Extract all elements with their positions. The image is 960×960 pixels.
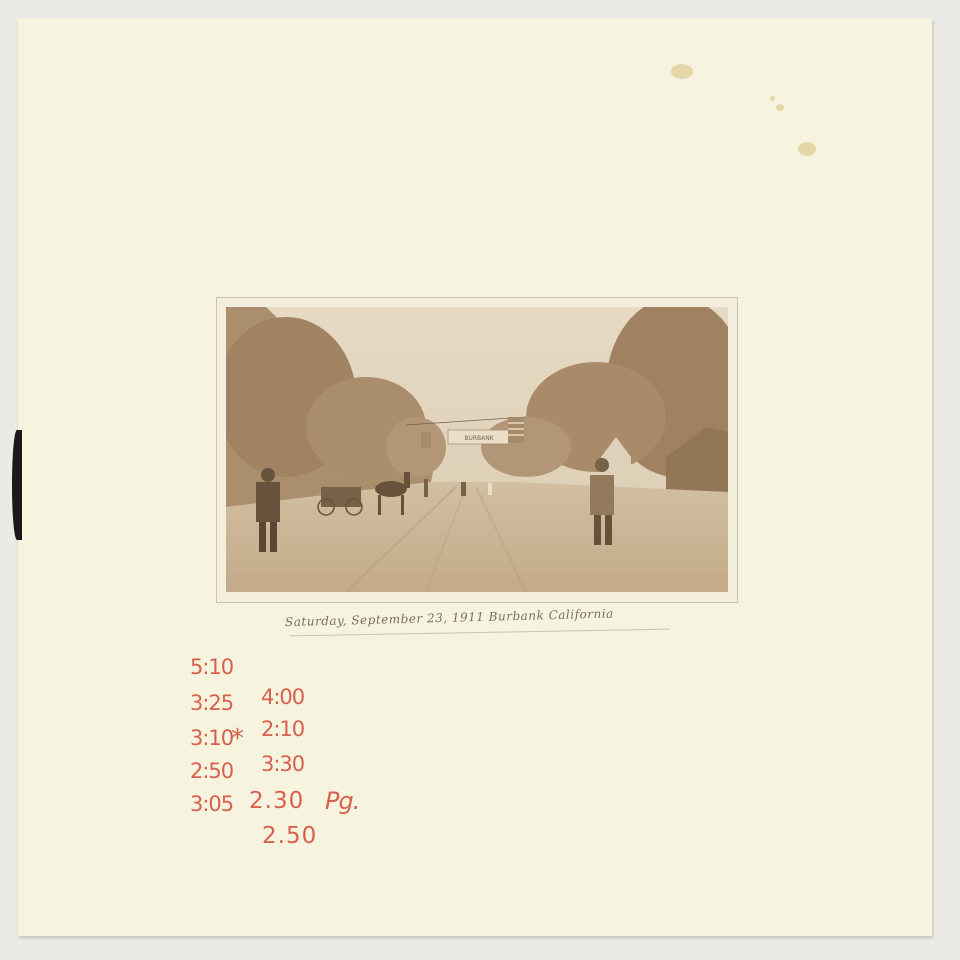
handwritten-time-3: 3:10 <box>190 726 234 750</box>
sepia-street-photo <box>226 307 728 592</box>
stain-spot <box>798 142 816 156</box>
handwritten-time-6: 4:00 <box>261 685 305 709</box>
stain-spot <box>776 104 784 111</box>
handwritten-time-2: 3:25 <box>190 691 234 715</box>
stain-spot <box>770 96 775 101</box>
handwritten-time-5: 3:05 <box>190 792 234 816</box>
handwritten-time-1: 5:10 <box>190 655 234 679</box>
asterisk-mark: * <box>231 724 243 754</box>
stain-spot <box>671 64 693 79</box>
handwritten-time-10: 2.50 <box>262 823 318 849</box>
handwritten-time-8: 3:30 <box>261 752 305 776</box>
handwritten-time-7: 2:10 <box>261 717 305 741</box>
handwritten-note: Pg. <box>325 787 360 815</box>
handwritten-time-4: 2:50 <box>190 759 234 783</box>
photo-caption: Saturday, September 23, 1911 Burbank California <box>284 606 614 630</box>
banner-text: BURBANK <box>464 435 494 442</box>
handwritten-time-9: 2.30 <box>249 788 305 814</box>
vinyl-record-edge <box>12 430 22 540</box>
